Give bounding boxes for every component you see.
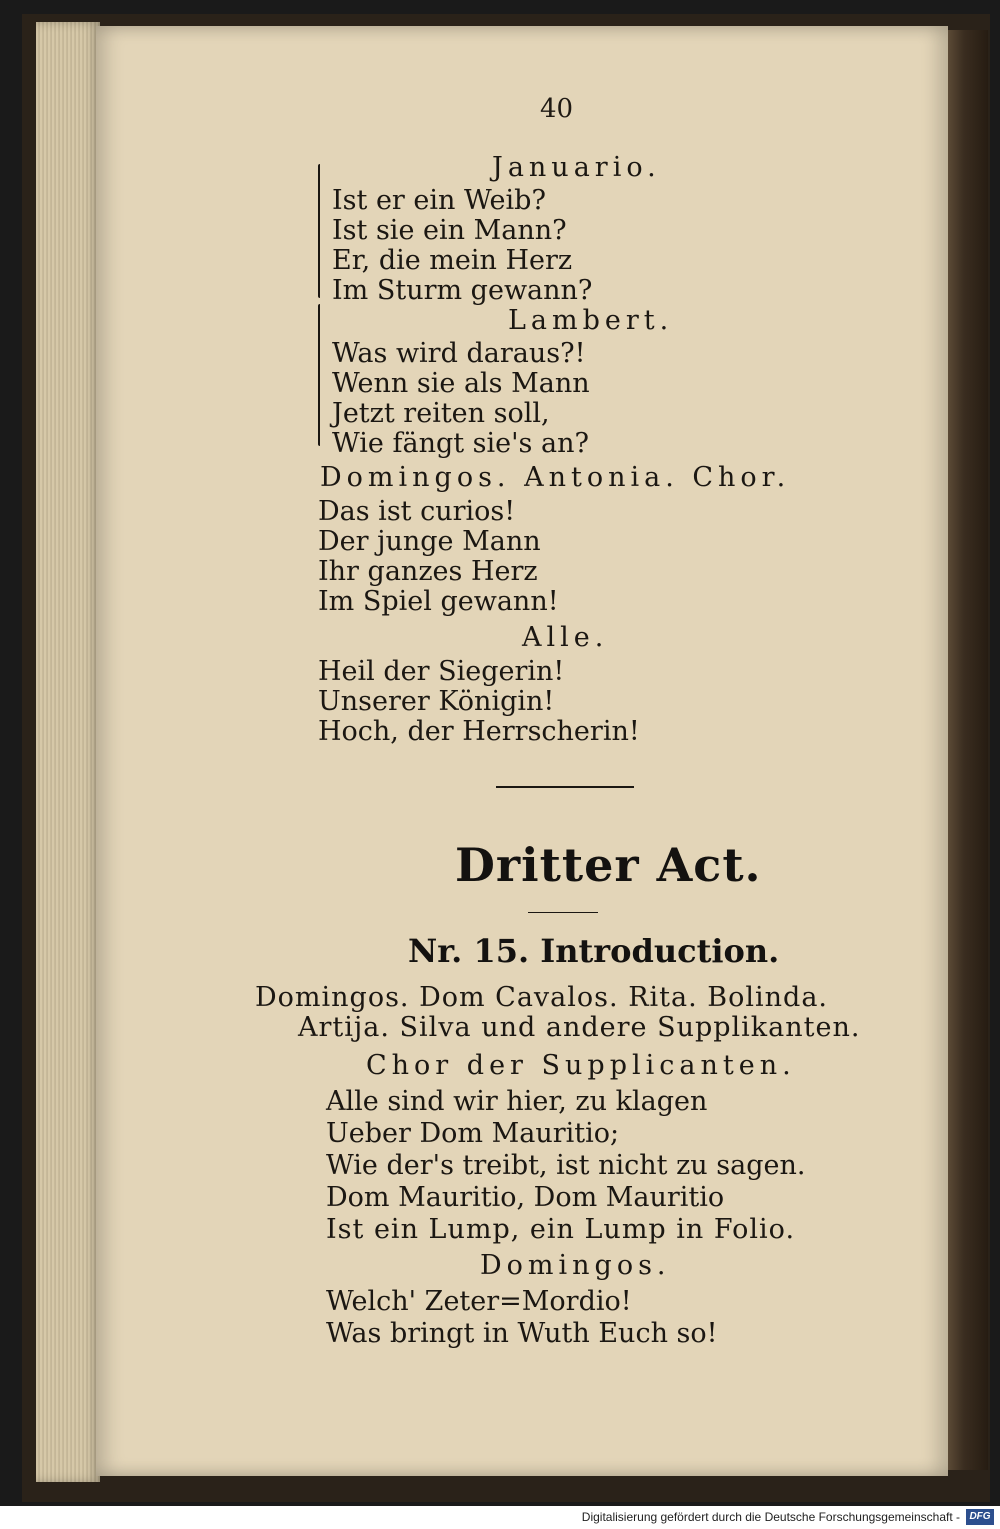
speaker-group: Domingos. Antonia. Chor. bbox=[320, 462, 791, 493]
speaker-lambert: Lambert. bbox=[508, 305, 674, 336]
section-divider bbox=[496, 786, 634, 788]
page-number: 40 bbox=[540, 94, 574, 124]
verse-line: Was wird daraus?! bbox=[332, 338, 586, 369]
act-title: Dritter Act. bbox=[455, 838, 762, 892]
speaker-januario: Januario. bbox=[492, 152, 661, 183]
verse-line: Im Spiel gewann! bbox=[318, 586, 559, 617]
funding-credit: Digitalisierung gefördert durch die Deutsche Forschungsgemeinschaft - bbox=[581, 1510, 960, 1524]
verse-line: Was bringt in Wuth Euch so! bbox=[326, 1318, 718, 1349]
verse-line: Ist sie ein Mann? bbox=[332, 215, 567, 246]
verse-line: Das ist curios! bbox=[318, 496, 516, 527]
cast-line: Domingos. Dom Cavalos. Rita. Bolinda. bbox=[255, 982, 828, 1013]
verse-line: Alle sind wir hier, zu klagen bbox=[326, 1086, 708, 1117]
speaker-alle: Alle. bbox=[522, 622, 609, 653]
cast-line: Artija. Silva und andere Supplikanten. bbox=[298, 1012, 861, 1043]
verse-line: Ueber Dom Mauritio; bbox=[326, 1118, 620, 1149]
speaker-domingos: Domingos. bbox=[480, 1250, 671, 1281]
verse-line: Wie fängt sie's an? bbox=[332, 428, 589, 459]
verse-line: Wie der's treibt, ist nicht zu sagen. bbox=[326, 1150, 806, 1181]
verse-line: Wenn sie als Mann bbox=[332, 368, 590, 399]
title-divider bbox=[528, 912, 598, 913]
verse-line: Welch' Zeter=Mordio! bbox=[326, 1286, 632, 1317]
number-title: Nr. 15. Introduction. bbox=[408, 932, 780, 970]
verse-line: Ihr ganzes Herz bbox=[318, 556, 538, 587]
speaker-chorus: Chor der Supplicanten. bbox=[366, 1050, 796, 1081]
verse-line: Hoch, der Herrscherin! bbox=[318, 716, 640, 747]
book-right-edge bbox=[948, 30, 988, 1470]
brace-lambert bbox=[318, 304, 320, 446]
page-edges bbox=[36, 22, 100, 1482]
verse-line: Er, die mein Herz bbox=[332, 245, 573, 276]
verse-line: Heil der Siegerin! bbox=[318, 656, 565, 687]
verse-line: Der junge Mann bbox=[318, 526, 541, 557]
dfg-logo-icon: DFG bbox=[966, 1509, 994, 1525]
verse-line: Unserer Königin! bbox=[318, 686, 555, 717]
verse-line: Ist ein Lump, ein Lump in Folio. bbox=[326, 1214, 796, 1245]
brace-januario bbox=[318, 164, 320, 298]
verse-line: Ist er ein Weib? bbox=[332, 185, 546, 216]
verse-line: Im Sturm gewann? bbox=[332, 275, 593, 306]
verse-line: Jetzt reiten soll, bbox=[332, 398, 550, 429]
verse-line: Dom Mauritio, Dom Mauritio bbox=[326, 1182, 725, 1213]
footer-bar bbox=[0, 1506, 1000, 1529]
